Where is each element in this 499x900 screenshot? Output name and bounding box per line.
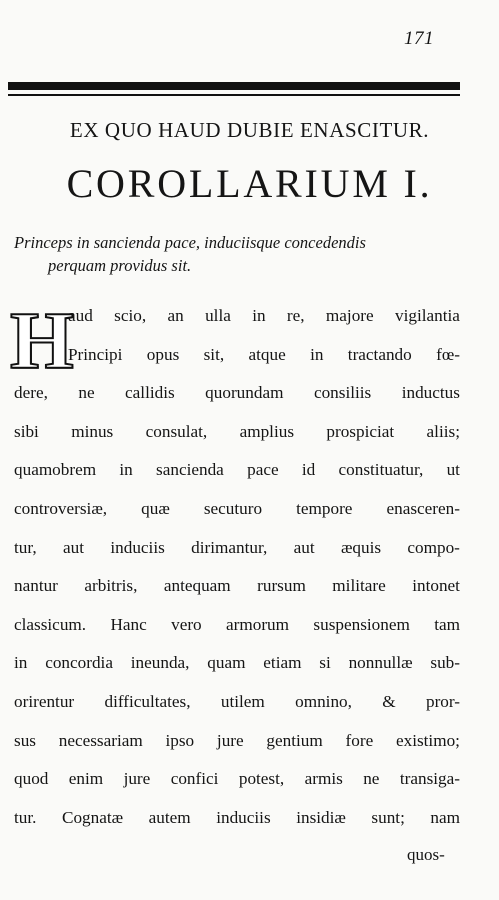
- body-line: nantur arbitris, antequam rursum militare intonet: [14, 576, 460, 596]
- drop-cap-initial: H: [10, 295, 74, 386]
- subtitle-line-1: Princeps in sancienda pace, induciisque concedendis: [14, 233, 366, 252]
- body-line: sus necessariam ipso jure gentium fore existimo;: [14, 730, 460, 750]
- body-line: sibi minus consulat, amplius prospiciat aliis;: [14, 421, 460, 441]
- corollary-title: COROLLARIUM I.: [66, 161, 433, 206]
- body-line: dere, ne callidis quorundam consiliis inductus: [14, 383, 460, 403]
- page-number: 171: [404, 28, 434, 49]
- body-line: tur. Cognatæ autem induciis insidiæ sunt; nam: [14, 807, 460, 827]
- body-line: quamobrem in sancienda pace id constituatur, ut: [14, 460, 460, 480]
- body-line: aud scio, an ulla in re, majore vigilantia: [68, 306, 460, 325]
- body-line: in concordia ineunda, quam etiam si nonnullæ sub-: [14, 653, 460, 673]
- body-line: tur, aut induciis dirimantur, aut æquis compo-: [14, 537, 460, 557]
- header-rule-thick: [8, 82, 460, 90]
- body-line: controversiæ, quæ secuturo tempore enasceren-: [14, 499, 460, 518]
- section-heading: EX QUO HAUD DUBIE ENASCITUR.: [69, 118, 430, 142]
- body-line: quod enim jure confici potest, armis ne transiga-: [14, 769, 460, 789]
- body-line: orirentur difficultates, utilem omnino, & pror-: [14, 692, 460, 711]
- subtitle-line-2: perquam providus sit.: [48, 256, 192, 275]
- body-line: classicum. Hanc vero armorum suspensionem tam: [14, 614, 460, 634]
- header-rule-thin: [8, 94, 460, 96]
- body-line: Principi opus sit, atque in tractando fœ-: [68, 344, 460, 364]
- catchword: quos-: [407, 845, 445, 864]
